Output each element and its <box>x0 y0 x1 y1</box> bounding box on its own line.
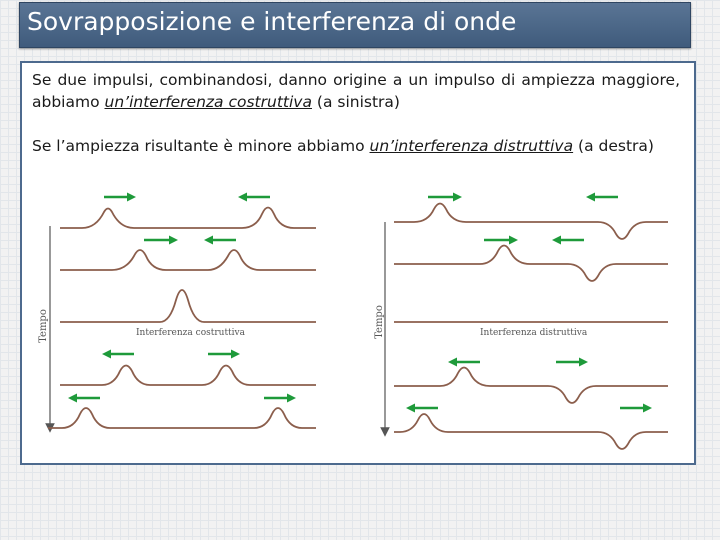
arrow-right-icon <box>104 193 136 202</box>
wave-row-1-left <box>60 208 316 229</box>
arrow-left-icon <box>68 394 100 403</box>
destructive-term: un’interferenza distruttiva <box>369 137 574 155</box>
wave-row-4-left <box>60 366 316 386</box>
arrow-right-icon <box>144 236 178 245</box>
wave-row-1-right <box>394 204 668 240</box>
arrow-right-icon <box>620 404 652 413</box>
caption-destructive: Interferenza distruttiva <box>480 328 588 338</box>
wave-row-5-left <box>48 408 316 428</box>
paragraph-constructive-end: (a sinistra) <box>311 93 400 111</box>
arrow-left-icon <box>102 350 134 359</box>
arrow-left-icon <box>552 236 584 245</box>
paragraph-destructive-text: Se l’ampiezza risultante è minore abbiamo <box>32 137 370 155</box>
slide-title: Sovrapposizione e interferenza di onde <box>27 7 517 36</box>
arrow-left-icon <box>238 193 270 202</box>
figure-destructive <box>374 193 668 450</box>
figure-constructive <box>38 193 316 429</box>
time-axis-label-left: Tempo <box>38 309 49 343</box>
arrow-left-icon <box>448 358 480 367</box>
arrow-right-icon <box>208 350 240 359</box>
arrow-left-icon <box>204 236 236 245</box>
wave-row-3-left <box>60 290 316 322</box>
paragraph-constructive-text: Se due impulsi, combinandosi, danno origine a un impulso di ampiezza maggiore, abbiamo <box>32 71 680 111</box>
arrow-left-icon <box>586 193 618 202</box>
wave-row-2-left <box>60 250 316 270</box>
wave-row-4-right <box>394 368 668 404</box>
wave-row-5-right <box>394 414 668 449</box>
paragraph-destructive-end: (a destra) <box>573 137 654 155</box>
arrow-right-icon <box>556 358 588 367</box>
arrow-left-icon <box>406 404 438 413</box>
wave-row-2-right <box>394 246 668 282</box>
arrow-right-icon <box>264 394 296 403</box>
caption-constructive: Interferenza costruttiva <box>136 328 246 338</box>
arrow-right-icon <box>428 193 462 202</box>
time-axis-label-right: Tempo <box>374 305 385 339</box>
arrow-right-icon <box>484 236 518 245</box>
constructive-term: un’interferenza costruttiva <box>104 93 312 111</box>
